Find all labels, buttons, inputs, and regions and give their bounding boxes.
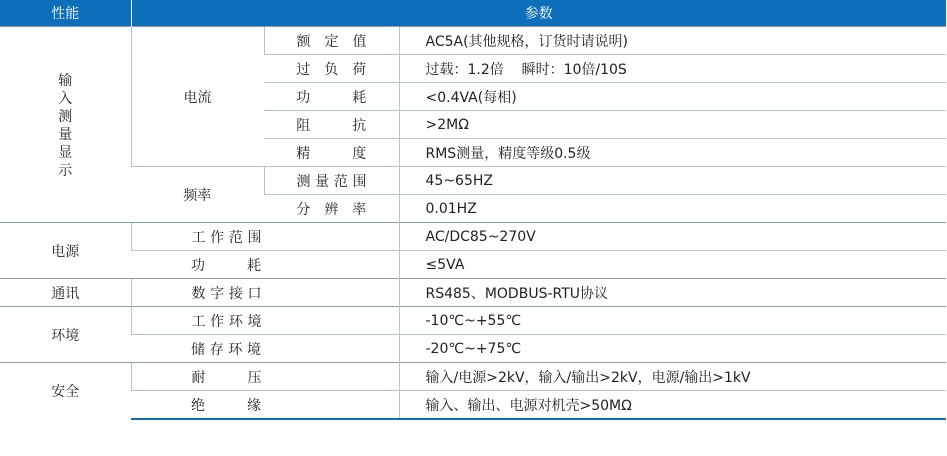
header-row (0, 0, 946, 27)
category-communication: 通讯 (0, 279, 131, 307)
property-power-consumption-2: 功 耗 (131, 251, 399, 279)
table-row (0, 251, 946, 279)
table-row (0, 223, 946, 251)
value-overload: 过载：1.2倍 瞬时：10倍/10S (399, 55, 946, 83)
category-safety: 安全 (0, 363, 131, 420)
value-working-environment: -10℃~+55℃ (399, 307, 946, 335)
property-working-environment: 工作环境 (131, 307, 399, 335)
header-performance: 性能 (0, 0, 131, 27)
category-environment: 环境 (0, 307, 131, 363)
property-resolution: 分 辨 率 (264, 195, 399, 223)
value-power-consumption-2: ≤5VA (399, 251, 946, 279)
value-power-consumption: <0.4VA(每相) (399, 83, 946, 111)
property-storage-environment: 储存环境 (131, 335, 399, 363)
property-power-consumption: 功 耗 (264, 83, 399, 111)
value-rated-value: AC5A(其他规格，订货时请说明) (399, 27, 946, 55)
value-withstand-voltage: 输入/电源>2kV，输入/输出>2kV，电源/输出>1kV (399, 363, 946, 391)
table-row (0, 279, 946, 307)
property-digital-interface: 数字接口 (131, 279, 399, 307)
subcategory-frequency: 频率 (131, 167, 264, 223)
table-row (0, 363, 946, 391)
value-resolution: 0.01HZ (399, 195, 946, 223)
property-measure-range: 测量范围 (264, 167, 399, 195)
value-digital-interface: RS485、MODBUS-RTU协议 (399, 279, 946, 307)
property-rated-value: 额 定 值 (264, 27, 399, 55)
table-row (0, 27, 946, 55)
property-insulation: 绝 缘 (131, 391, 399, 420)
category-input-display: 输 入 测 量 显 示 (0, 27, 131, 223)
value-accuracy: RMS测量，精度等级0.5级 (399, 139, 946, 167)
value-working-range: AC/DC85~270V (399, 223, 946, 251)
subcategory-current: 电流 (131, 27, 264, 167)
value-insulation: 输入、输出、电源对机壳>50MΩ (399, 391, 946, 420)
table-row (0, 335, 946, 363)
category-power: 电源 (0, 223, 131, 279)
header-parameters: 参数 (131, 0, 946, 27)
property-withstand-voltage: 耐 压 (131, 363, 399, 391)
table-row (0, 167, 946, 195)
property-impedance: 阻 抗 (264, 111, 399, 139)
property-accuracy: 精 度 (264, 139, 399, 167)
property-working-range: 工作范围 (131, 223, 399, 251)
value-storage-environment: -20℃~+75℃ (399, 335, 946, 363)
value-impedance: >2MΩ (399, 111, 946, 139)
property-overload: 过 负 荷 (264, 55, 399, 83)
table-row (0, 307, 946, 335)
table-row (0, 391, 946, 420)
value-measure-range: 45~65HZ (399, 167, 946, 195)
